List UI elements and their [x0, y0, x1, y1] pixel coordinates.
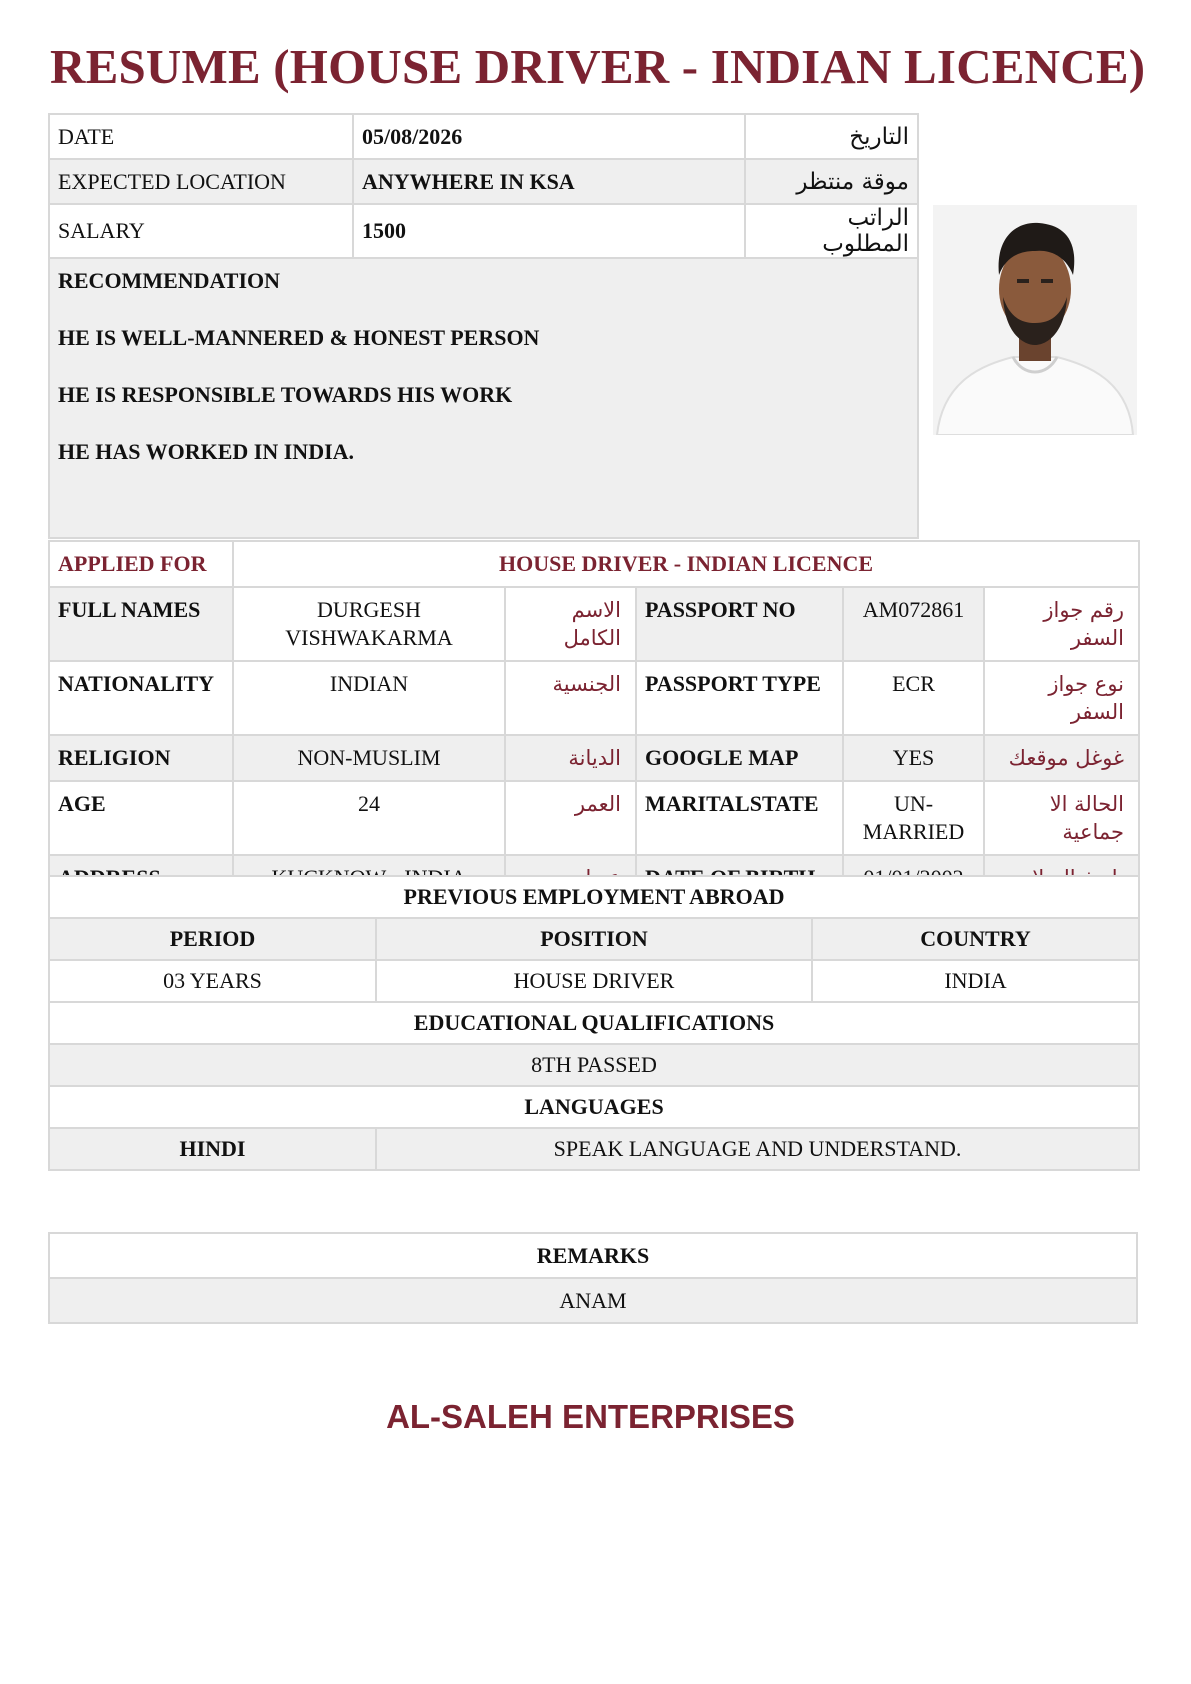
date-row: [49, 114, 918, 159]
nationality-label: NATIONALITY: [49, 661, 233, 735]
passport-type-value: ECR: [843, 661, 984, 735]
period-column-header: PERIOD: [49, 918, 376, 960]
recommendation-line: HE IS RESPONSIBLE TOWARDS HIS WORK: [58, 382, 513, 407]
passport-type-arabic-label: نوع جواز السفر: [984, 661, 1139, 735]
address-arabic-label: عنوان: [505, 855, 636, 901]
date-of-birth-value: 01/01/2002: [843, 855, 984, 901]
full-names-value: DURGESH VISHWAKARMA: [233, 587, 505, 661]
date-of-birth-arabic-label: تاريخ الميلاد: [984, 855, 1139, 901]
language-name: HINDI: [49, 1128, 376, 1170]
full-names-arabic-label: الاسم الكامل: [505, 587, 636, 661]
date-arabic-label: التاريخ: [745, 114, 918, 159]
company-name: AL-SALEH ENTERPRISES: [386, 1398, 795, 1435]
details-table: [48, 540, 1140, 902]
age-value: 24: [233, 781, 505, 855]
candidate-photo: [933, 205, 1137, 435]
date-label: DATE: [49, 114, 353, 159]
full-names-label: FULL NAMES: [49, 587, 233, 661]
language-row: [49, 1128, 1139, 1170]
remarks-table: [48, 1232, 1138, 1324]
passport-no-arabic-label: رقم جواز السفر: [984, 587, 1139, 661]
age-label: AGE: [49, 781, 233, 855]
google-map-label: GOOGLE MAP: [636, 735, 843, 781]
applied-for-row: [49, 541, 1139, 587]
detail-row: [49, 735, 1139, 781]
education-value: 8TH PASSED: [49, 1044, 1139, 1086]
religion-value: NON-MUSLIM: [233, 735, 505, 781]
passport-no-label: PASSPORT NO: [636, 587, 843, 661]
employment-heading: PREVIOUS EMPLOYMENT ABROAD: [49, 876, 1139, 918]
recommendation-line: HE IS WELL-MANNERED & HONEST PERSON: [58, 325, 540, 350]
applied-for-value: HOUSE DRIVER - INDIAN LICENCE: [233, 541, 1139, 587]
religion-arabic-label: الديانة: [505, 735, 636, 781]
applied-for-label: APPLIED FOR: [49, 541, 233, 587]
employment-row: [49, 960, 1139, 1002]
location-arabic-label: موقة منتظر: [745, 159, 918, 204]
salary-label: SALARY: [49, 204, 353, 258]
remarks-value: ANAM: [49, 1278, 1137, 1323]
position-column-header: POSITION: [376, 918, 812, 960]
recommendation-line: HE HAS WORKED IN INDIA.: [58, 439, 355, 464]
recommendation-box: [49, 258, 918, 538]
nationality-value: INDIAN: [233, 661, 505, 735]
age-arabic-label: العمر: [505, 781, 636, 855]
country-column-header: COUNTRY: [812, 918, 1139, 960]
location-value: ANYWHERE IN KSA: [353, 159, 745, 204]
marital-state-value: UN-MARRIED: [843, 781, 984, 855]
employment-header-row: [49, 918, 1139, 960]
address-label: ADDRESS: [49, 855, 233, 901]
address-value: KUCKNOW - INDIA: [233, 855, 505, 901]
country-value: INDIA: [812, 960, 1139, 1002]
location-label: EXPECTED LOCATION: [49, 159, 353, 204]
detail-row: [49, 661, 1139, 735]
date-of-birth-label: DATE OF BIRTH: [636, 855, 843, 901]
google-map-value: YES: [843, 735, 984, 781]
nationality-arabic-label: الجنسية: [505, 661, 636, 735]
period-value: 03 YEARS: [49, 960, 376, 1002]
remarks-heading: REMARKS: [49, 1233, 1137, 1278]
language-level: SPEAK LANGUAGE AND UNDERSTAND.: [376, 1128, 1139, 1170]
languages-heading: LANGUAGES: [49, 1086, 1139, 1128]
recommendation-heading: RECOMMENDATION: [58, 268, 281, 293]
marital-state-arabic-label: الحالة الا جماعية: [984, 781, 1139, 855]
detail-row: [49, 781, 1139, 855]
detail-row: [49, 587, 1139, 661]
passport-no-value: AM072861: [843, 587, 984, 661]
salary-value: 1500: [353, 204, 745, 258]
passport-type-label: PASSPORT TYPE: [636, 661, 843, 735]
employment-education-table: [48, 875, 1140, 1171]
page-title: RESUME (HOUSE DRIVER - INDIAN LICENCE): [50, 39, 1146, 94]
education-heading: EDUCATIONAL QUALIFICATIONS: [49, 1002, 1139, 1044]
salary-row: [49, 204, 918, 258]
salary-arabic-label: الراتب المطلوب: [745, 204, 918, 258]
google-map-arabic-label: غوغل موقعك: [984, 735, 1139, 781]
summary-table: [48, 113, 919, 539]
position-value: HOUSE DRIVER: [376, 960, 812, 1002]
date-value: 05/08/2026: [353, 114, 745, 159]
location-row: [49, 159, 918, 204]
religion-label: RELIGION: [49, 735, 233, 781]
marital-state-label: MARITALSTATE: [636, 781, 843, 855]
